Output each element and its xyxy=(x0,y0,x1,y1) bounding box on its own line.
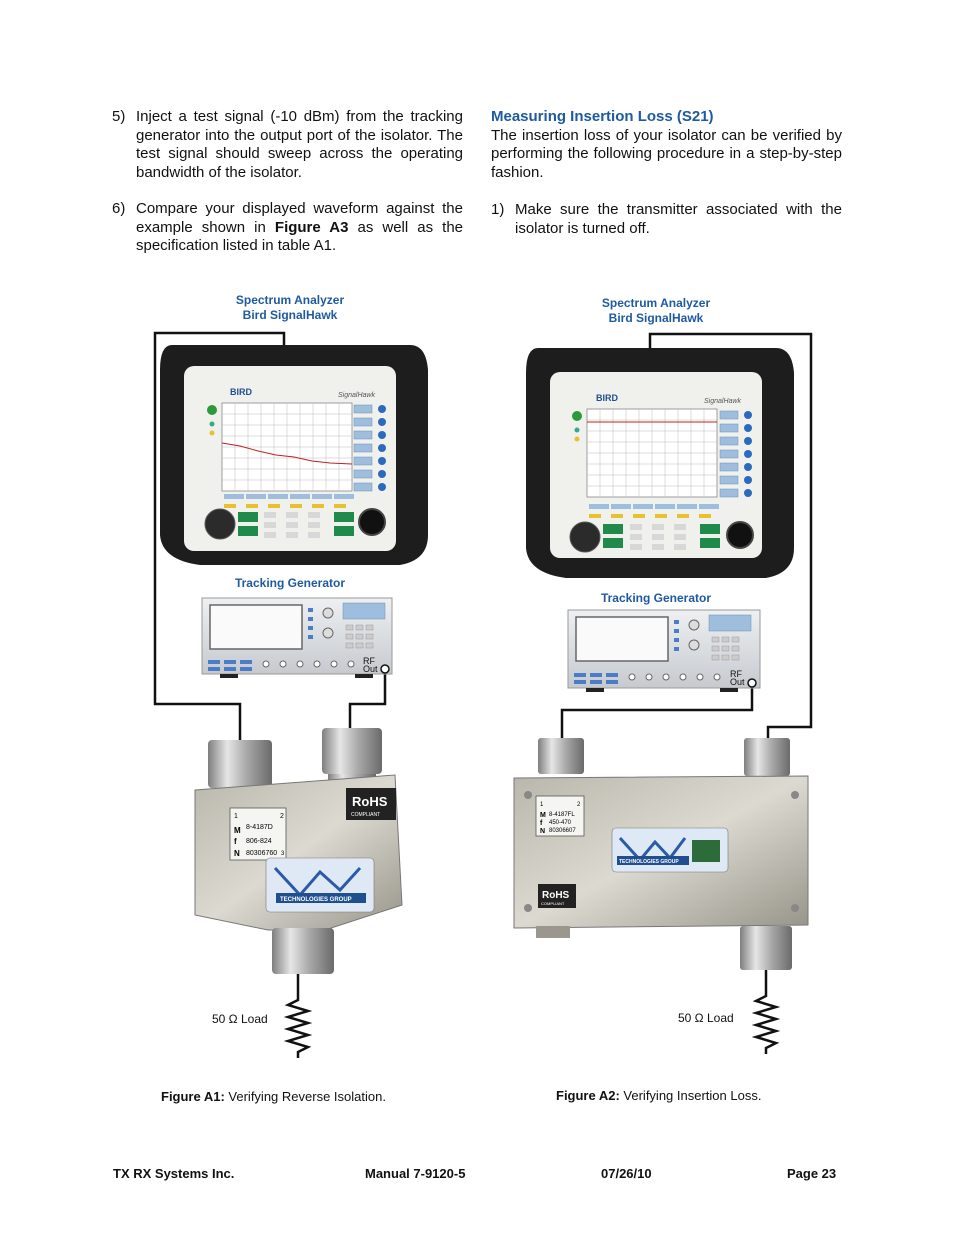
arrow-pad-icon xyxy=(205,509,235,539)
step-text: Compare your displayed waveform against the example shown in Figure A3 as well as the specification listed in table A1. xyxy=(136,200,464,254)
a2-analyzer-label: Spectrum Analyzer Bird SignalHawk xyxy=(601,296,711,325)
svg-text:N: N xyxy=(234,849,240,858)
power-icon xyxy=(572,411,582,421)
step-number: 5) xyxy=(112,108,126,125)
svg-text:SignalHawk: SignalHawk xyxy=(338,392,375,399)
a1-load-resistor-icon xyxy=(288,974,308,1058)
svg-text:TECHNOLOGIES GROUP: TECHNOLOGIES GROUP xyxy=(280,897,352,903)
power-icon xyxy=(207,405,217,415)
a2-load-label: 50 Ω Load xyxy=(678,1011,734,1025)
figure-a1-caption: Figure A1: Verifying Reverse Isolation. xyxy=(161,1089,386,1104)
svg-text:8-4187FL: 8-4187FL xyxy=(549,812,575,818)
a2-isolator xyxy=(514,738,808,970)
svg-text:2: 2 xyxy=(577,802,581,808)
a2-generator-label: Tracking Generator xyxy=(600,591,712,605)
figure-reference: Figure A3 xyxy=(274,218,349,236)
a2-tracking-generator xyxy=(568,610,760,692)
rf-out-label: RF xyxy=(730,669,742,679)
a2-load-resistor-icon xyxy=(756,970,776,1054)
svg-text:M: M xyxy=(234,826,241,835)
svg-text:M: M xyxy=(540,812,546,819)
svg-text:450-470: 450-470 xyxy=(549,820,572,826)
step-number: 6) xyxy=(112,200,126,217)
svg-text:BIRD: BIRD xyxy=(596,393,618,403)
a1-tracking-generator xyxy=(202,598,392,678)
a1-diagram xyxy=(155,333,428,1058)
svg-text:N: N xyxy=(540,828,546,835)
svg-text:8-4187D: 8-4187D xyxy=(246,824,273,831)
svg-text:80306607: 80306607 xyxy=(549,828,576,834)
rohs-badge: RoHS xyxy=(352,794,388,809)
svg-text:806-824: 806-824 xyxy=(246,838,272,845)
step-text: Make sure the transmitter associated with the isolator is turned off. xyxy=(515,201,842,237)
svg-text:TECHNOLOGIES GROUP: TECHNOLOGIES GROUP xyxy=(619,859,679,865)
rotary-knob-icon xyxy=(359,509,385,535)
section-intro: The insertion loss of your isolator can be verified by performing the following procedure in a step-by-step fashion. xyxy=(491,126,842,181)
svg-text:80306760: 80306760 xyxy=(246,850,278,857)
rohs-badge: RoHS xyxy=(542,890,570,901)
svg-text:COMPLIANT: COMPLIANT xyxy=(351,812,381,818)
svg-text:Out: Out xyxy=(363,664,378,674)
a1-load-label: 50 Ω Load xyxy=(212,1012,268,1026)
footer-date: 07/26/10 xyxy=(601,1166,652,1181)
section-heading: Measuring Insertion Loss (S21) xyxy=(491,108,714,125)
figure-a2-caption: Figure A2: Verifying Insertion Loss. xyxy=(556,1088,762,1103)
a1-generator-label: Tracking Generator xyxy=(234,576,346,590)
svg-text:Out: Out xyxy=(730,677,745,687)
svg-text:COMPLIANT: COMPLIANT xyxy=(541,901,565,906)
svg-text:f: f xyxy=(540,820,543,827)
a2-diagram xyxy=(514,334,811,1054)
txrx-logo-icon xyxy=(692,840,720,862)
svg-text:3: 3 xyxy=(281,851,285,857)
svg-text:f: f xyxy=(234,837,237,846)
step-text: Inject a test signal (-10 dBm) from the tracking generator into the output port of the isolator. The test signal should sweep across the operating bandwidth of the isolator. xyxy=(136,108,463,181)
a2-spectrum-analyzer xyxy=(526,348,794,578)
a1-analyzer-label: Spectrum Analyzer Bird SignalHawk xyxy=(235,293,345,322)
svg-text:1: 1 xyxy=(540,802,544,808)
a1-isolator xyxy=(195,728,402,974)
svg-text:SignalHawk: SignalHawk xyxy=(704,398,741,405)
footer-page: Page 23 xyxy=(787,1166,837,1181)
svg-text:1: 1 xyxy=(234,813,238,820)
a1-spectrum-analyzer xyxy=(160,345,428,565)
footer-manual: Manual 7-9120-5 xyxy=(365,1166,466,1181)
arrow-pad-icon xyxy=(570,522,600,552)
footer-company: TX RX Systems Inc. xyxy=(113,1166,235,1181)
rotary-knob-icon xyxy=(727,522,753,548)
step-number: 1) xyxy=(491,201,505,218)
rf-out-label: RF xyxy=(363,656,375,666)
svg-text:2: 2 xyxy=(280,813,284,820)
bird-logo: BIRD xyxy=(230,387,252,397)
